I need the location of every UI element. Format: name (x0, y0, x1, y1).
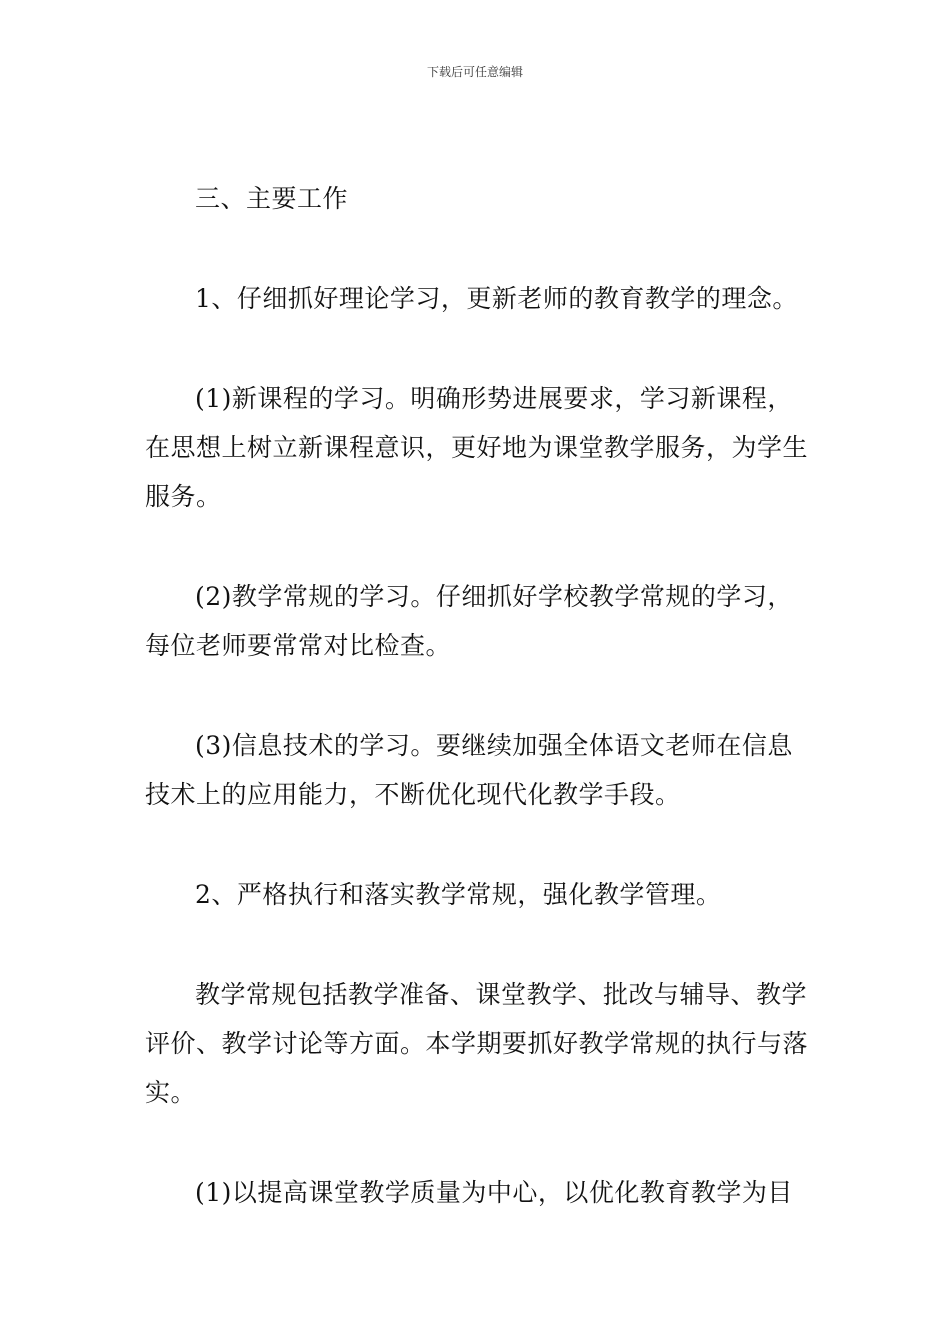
page-header: 下载后可任意编辑 (426, 65, 523, 79)
numbered-item-heading: 2、严格执行和落实教学常规，强化教学管理。 (195, 880, 722, 909)
body-paragraph: (1)以提高课堂教学质量为中心，以优化教育教学为目 (195, 1178, 793, 1207)
document-body (145, 174, 809, 1217)
body-paragraph: (2)教学常规的学习。仔细抓好学校教学常规的学习，每位老师要常常对比检查。 (145, 582, 793, 660)
body-paragraph: (3)信息技术的学习。要继续加强全体语文老师在信息技术上的应用能力，不断优化现代化教学手段。 (145, 731, 793, 809)
numbered-item-heading: 1、仔细抓好理论学习，更新老师的教育教学的理念。 (195, 284, 798, 313)
section-heading: 三、主要工作 (195, 184, 349, 213)
body-paragraph: 教学常规包括教学准备、课堂教学、批改与辅导、教学评价、教学讨论等方面。本学期要抓好教学常规的执行与落实。 (145, 980, 809, 1107)
body-paragraph: (1)新课程的学习。明确形势进展要求，学习新课程，在思想上树立新课程意识，更好地为课堂教学服务，为学生服务。 (145, 384, 809, 511)
